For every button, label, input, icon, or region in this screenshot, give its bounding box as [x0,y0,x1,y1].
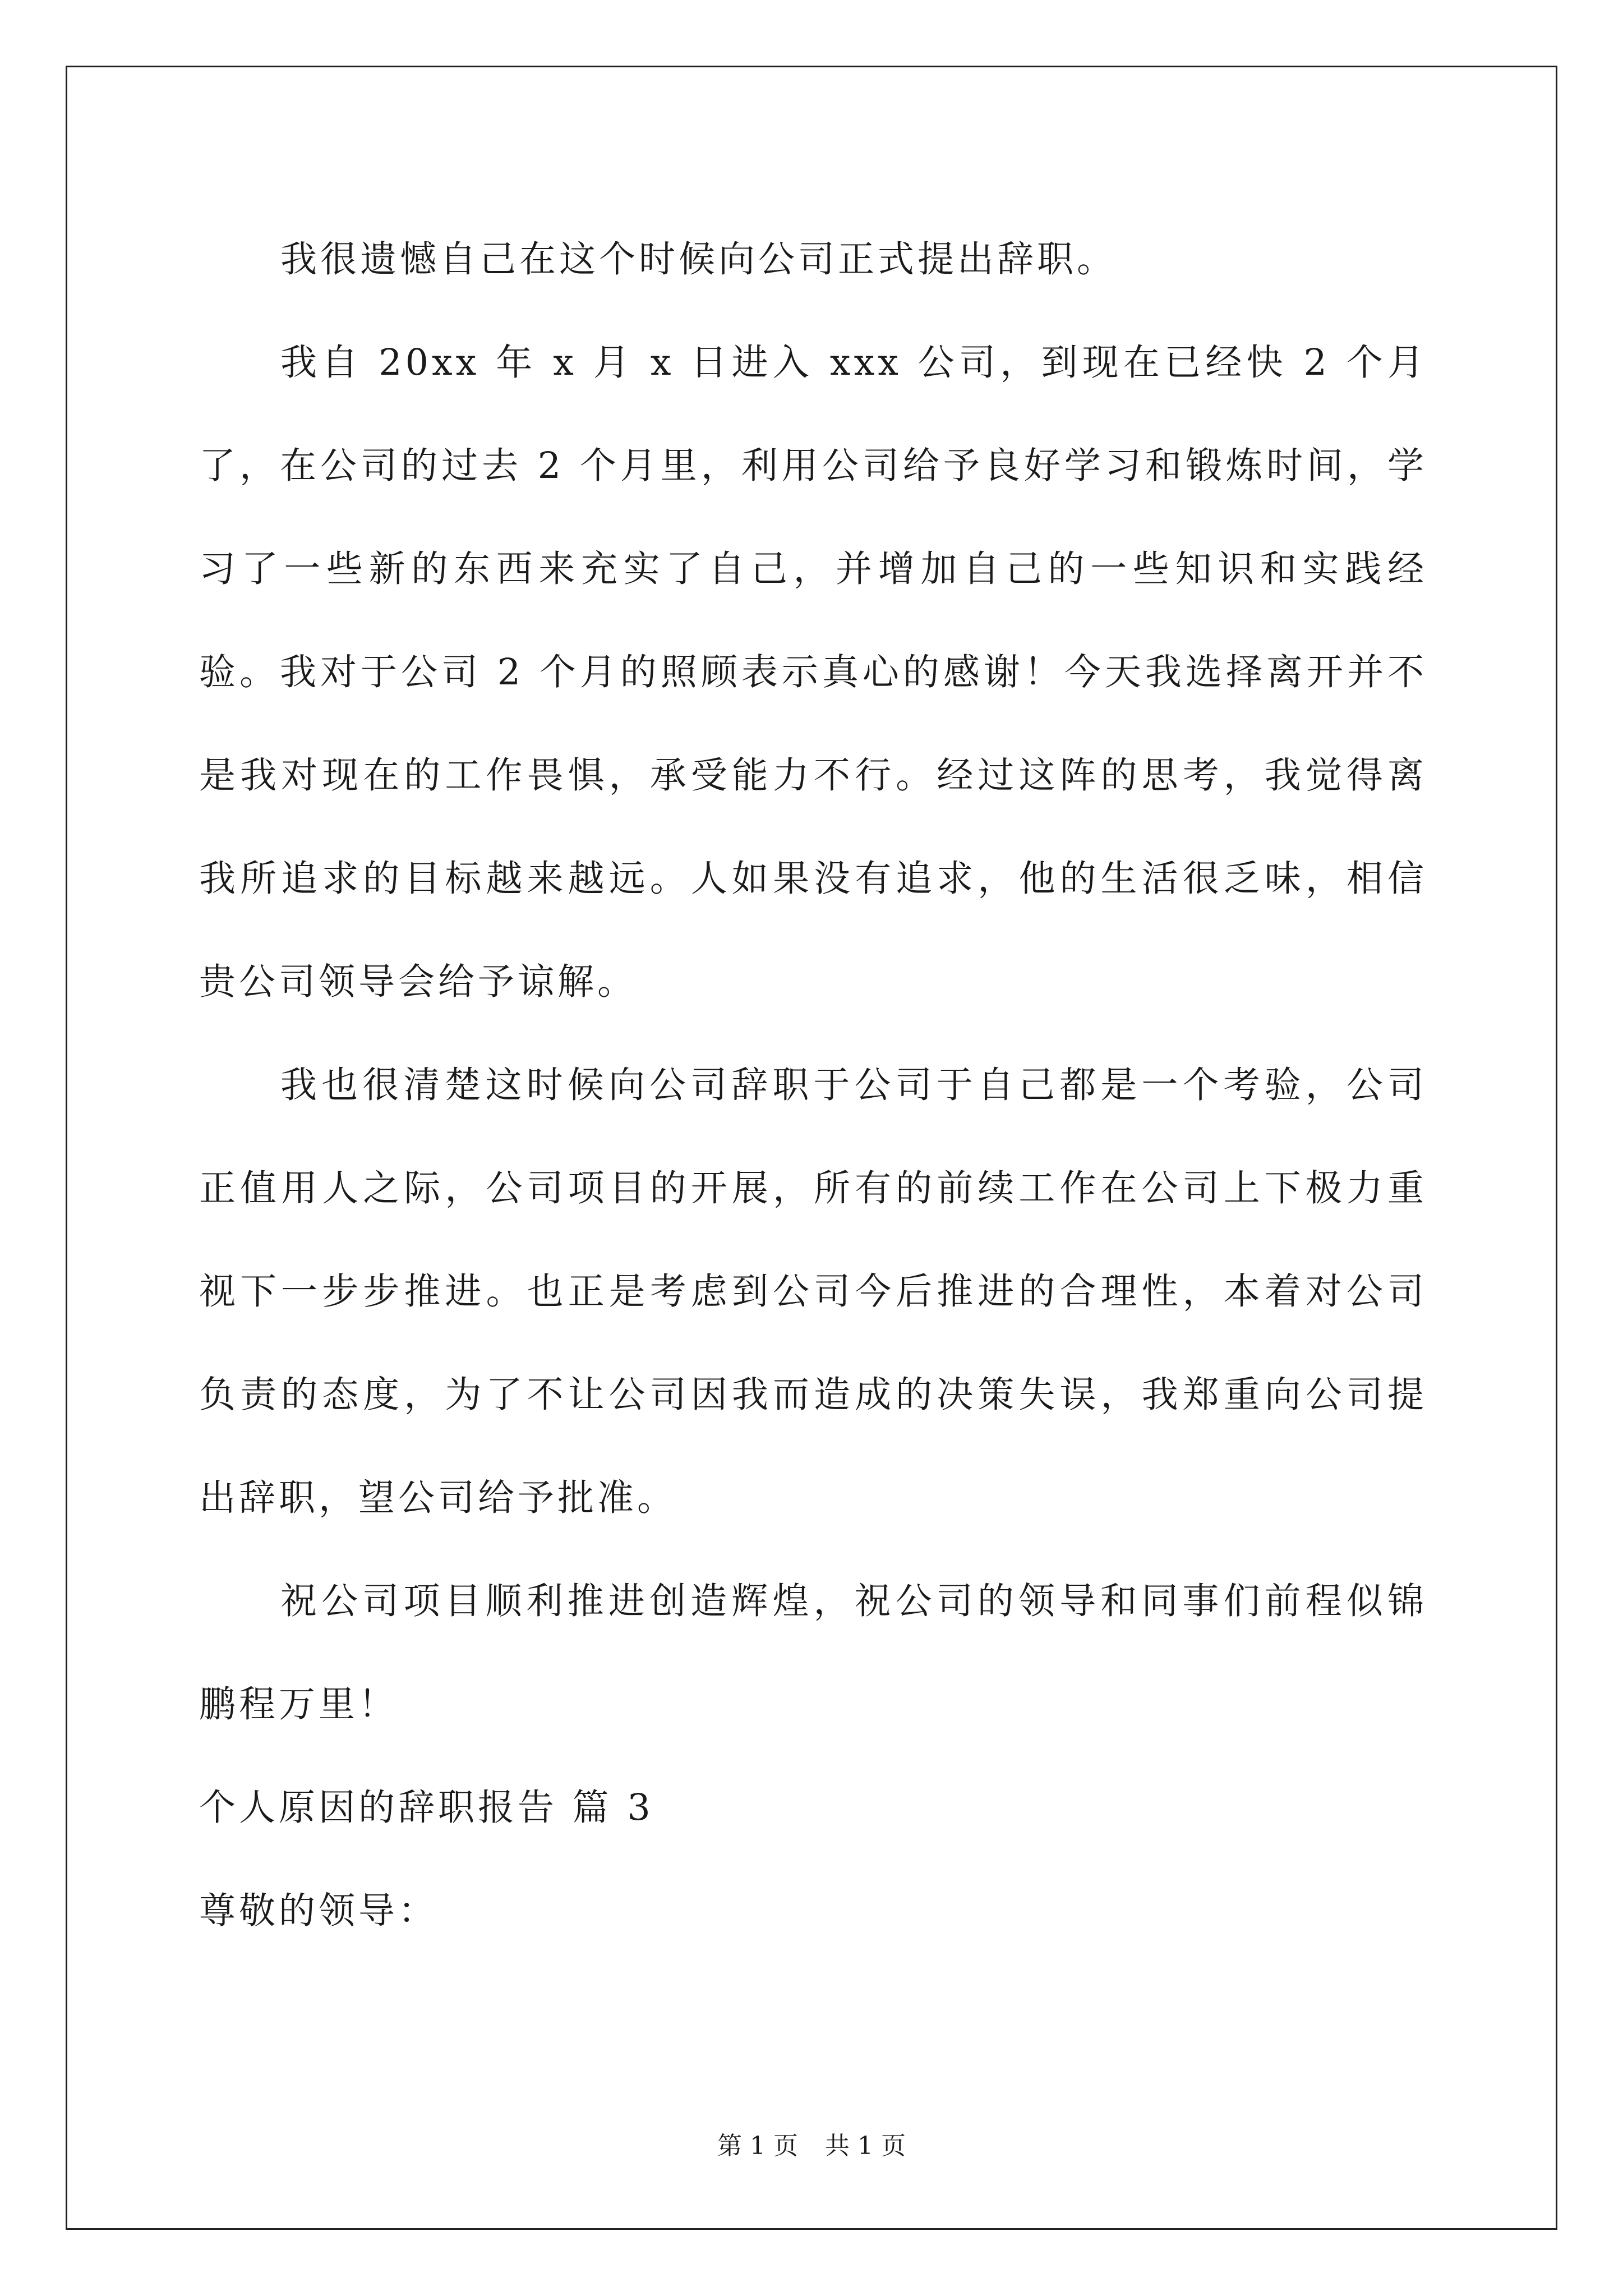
paragraph-3: 我也很清楚这时候向公司辞职于公司于自己都是一个考验，公司正值用人之际，公司项目的开展，所有的前续工作在公司上下极力重视下一步步推进。也正是考虑到公司今后推进的合理性，本着对公司负责的态度，为了不让公司因我而造成的决策失误，我郑重向公司提出辞职，望公司给予批准。 [199,1064,1427,1519]
page-number: 第 1 页 [717,2132,798,2160]
total-pages: 共 1 页 [825,2132,906,2160]
paragraph-1: 我很遗憾自己在这个时候向公司正式提出辞职。 [280,238,1117,280]
paragraph-2: 我自 20xx 年 x 月 x 日进入 xxx 公司，到现在已经快 2 个月了，在公司的过去 2 个月里，利用公司给予良好学习和锻炼时间，学习了一些新的东西来充实了自己，并增加自己的一些知识和实践经验。我对于公司 2 个月的照顾表示真心的感谢！今天我选择离开并不是我对现在的工作畏惧，承受能力不行。经过这阵的思考，我觉得离我所追求的目标越来越远。人如果没有追求，他的生活很乏味，相信贵公司领导会给予谅解。 [199,342,1427,1003]
salutation: 尊敬的领导： [199,1890,439,1932]
section-title: 个人原因的辞职报告 篇 3 [199,1787,654,1829]
paragraph-4: 祝公司项目顺利推进创造辉煌，祝公司的领导和同事们前程似锦鹏程万里！ [199,1580,1427,1726]
document-body [199,208,1427,1963]
page-footer [0,2129,1623,2163]
